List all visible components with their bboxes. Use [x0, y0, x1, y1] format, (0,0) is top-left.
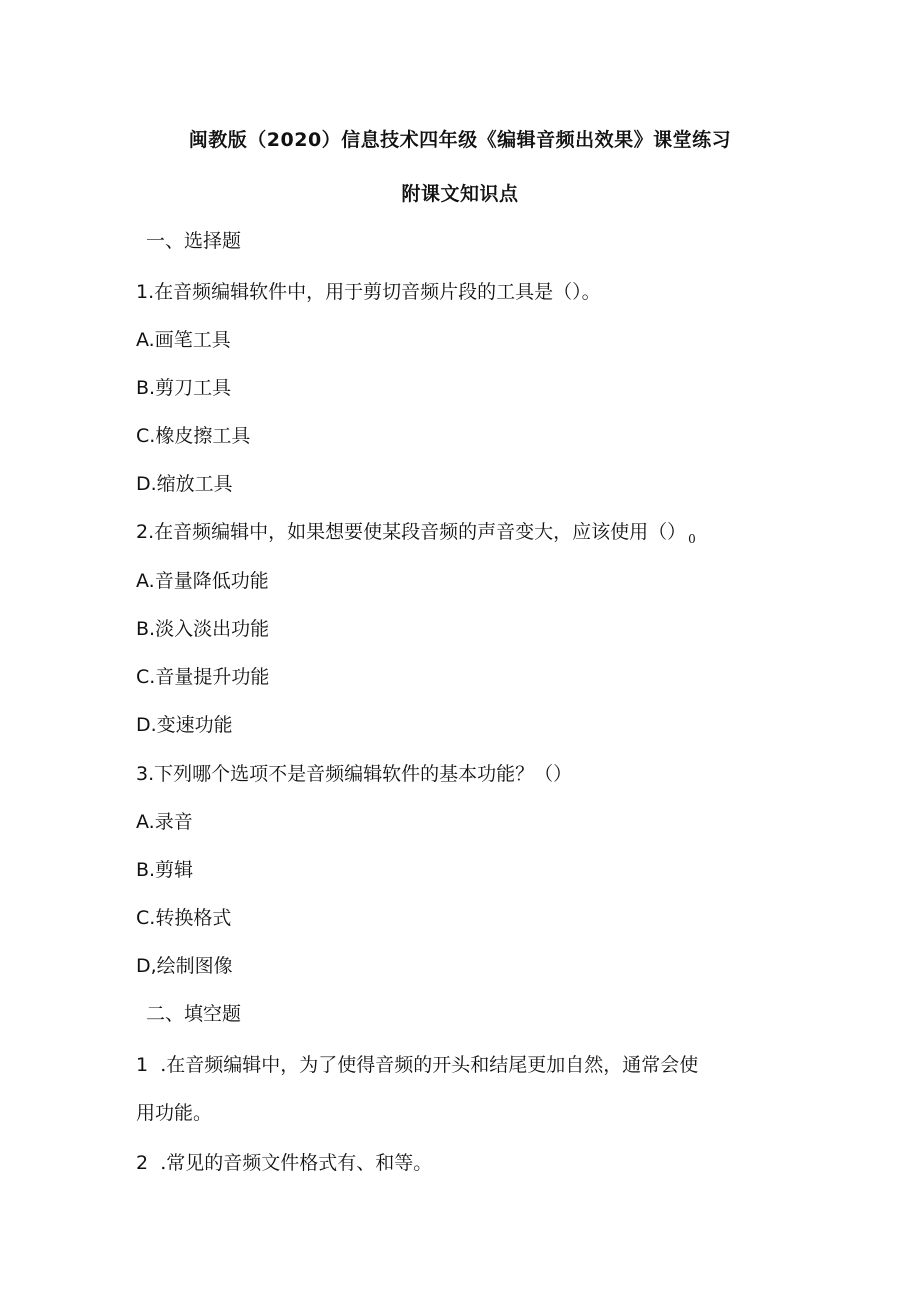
question-2 — [136, 520, 696, 551]
item-number: 2 — [136, 1152, 149, 1174]
question-number: 3. — [136, 763, 155, 785]
option-text: 橡皮擦工具 — [155, 425, 251, 447]
option-letter: C. — [136, 666, 156, 688]
question-suffix: 0 — [688, 532, 696, 546]
option-letter: A. — [136, 329, 155, 351]
question-2-option-b — [136, 617, 269, 641]
option-letter: A. — [136, 811, 155, 833]
question-2-option-c — [136, 665, 269, 689]
option-letter: D. — [136, 473, 157, 495]
question-1-option-b — [136, 376, 231, 400]
option-letter: C. — [136, 907, 156, 929]
question-2-option-a — [136, 569, 269, 593]
section-heading-choice: 一、选择题 — [146, 230, 242, 252]
question-3 — [136, 762, 572, 786]
option-text: 画笔工具 — [154, 329, 231, 351]
option-text: 淡入淡出功能 — [155, 618, 270, 640]
question-1-option-a — [136, 328, 231, 352]
item-number: 1 — [136, 1054, 149, 1076]
question-1-option-d — [136, 472, 233, 496]
document-subtitle: 附课文知识点 — [401, 183, 519, 205]
question-number: 2. — [136, 521, 155, 543]
option-text: 录音 — [154, 811, 193, 833]
option-letter: D, — [136, 955, 157, 977]
option-text: 剪辑 — [155, 859, 194, 881]
fill-blank-1 — [136, 1053, 698, 1077]
question-2-option-d — [136, 713, 233, 737]
question-3-option-c — [136, 906, 231, 930]
option-letter: B. — [136, 377, 156, 399]
section-heading-fill-blank: 二、填空题 — [146, 1003, 242, 1025]
option-letter: C. — [136, 425, 156, 447]
question-1-option-c — [136, 424, 250, 448]
option-text: 绘制图像 — [156, 955, 233, 977]
question-text: 在音频编辑软件中，用于剪切音频片段的工具是（）。 — [154, 281, 601, 303]
option-letter: B. — [136, 859, 156, 881]
option-letter: B. — [136, 618, 156, 640]
option-text: 音量提升功能 — [155, 666, 270, 688]
question-text: 下列哪个选项不是音频编辑软件的基本功能？（） — [154, 763, 573, 785]
fill-blank-2 — [136, 1151, 432, 1175]
option-text: 转换格式 — [155, 907, 232, 929]
option-letter: D. — [136, 714, 157, 736]
question-3-option-d — [136, 954, 233, 978]
question-3-option-a — [136, 810, 193, 834]
option-text: 音量降低功能 — [154, 570, 269, 592]
question-1 — [136, 280, 601, 304]
option-text: 缩放工具 — [156, 473, 233, 495]
question-text: 在音频编辑中，如果想要使某段音频的声音变大，应该使用（） — [154, 521, 687, 543]
item-text: .在音频编辑中，为了使得音频的开头和结尾更加自然，通常会使 — [160, 1054, 699, 1076]
option-text: 剪刀工具 — [155, 377, 232, 399]
document-title: 闽教版（2020）信息技术四年级《编辑音频出效果》课堂练习 — [188, 129, 732, 151]
question-3-option-b — [136, 858, 193, 882]
question-number: 1. — [136, 281, 155, 303]
option-text: 变速功能 — [156, 714, 233, 736]
option-letter: A. — [136, 570, 155, 592]
fill-blank-1-continued: 用功能。 — [136, 1102, 213, 1124]
item-text: .常见的音频文件格式有、和等。 — [160, 1152, 433, 1174]
